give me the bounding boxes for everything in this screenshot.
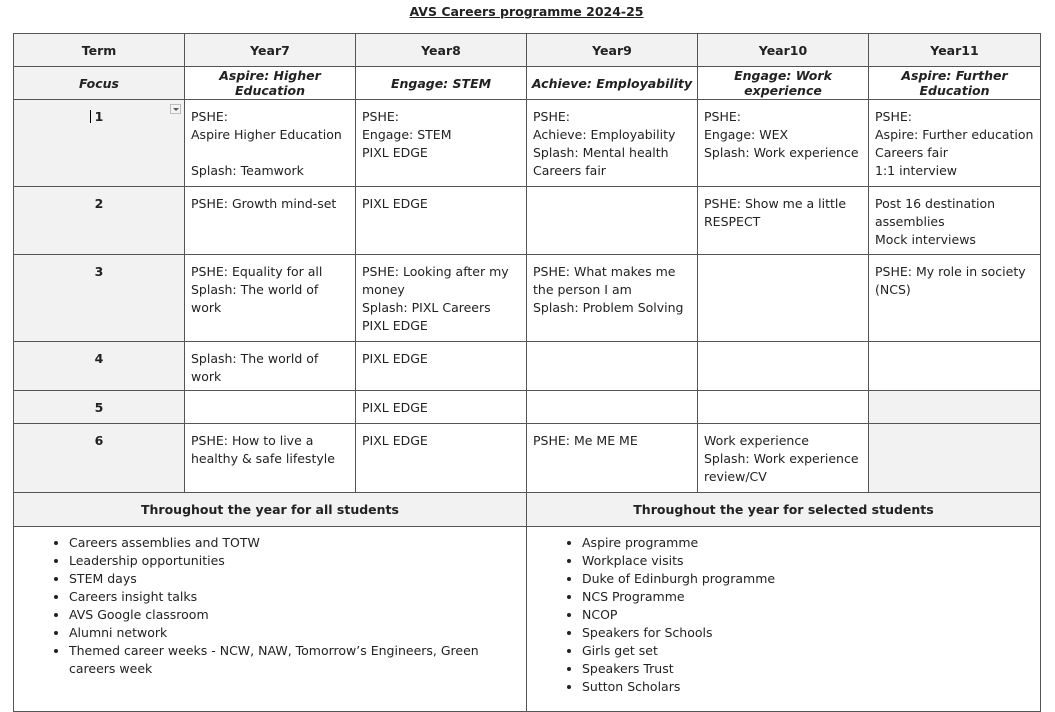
list-item: • Alumni network [69,624,526,642]
term-number: 1 [94,109,104,124]
term-number-cell [14,187,185,255]
cell-line: Splash: Work experience [704,145,859,160]
cell-line: PSHE: Looking after my [362,264,509,279]
term-number: 4 [94,351,104,366]
cell-line: Achieve: Employability [533,127,676,142]
focus-year11: Aspire: Further Education [869,67,1041,100]
cell-line: review/CV [704,469,767,484]
cell-line: Aspire Higher Education [191,127,342,142]
all-students-cell [14,527,527,712]
term-4-year8-cell [356,342,527,391]
term-6-year10-cell [698,424,869,493]
list-item: • Sutton Scholars [582,678,1040,696]
term-1-year8-cell [356,100,527,187]
term-row-6 [14,424,1041,493]
cell-line: PSHE: [533,109,570,124]
cell-line: PSHE: Equality for all [191,264,323,279]
cell-line: Engage: STEM [362,127,452,142]
cell-line: Post 16 destination [875,196,996,211]
careers-programme-table [13,33,1041,712]
text-cursor [90,110,91,123]
chevron-down-icon[interactable] [170,104,181,114]
term-4-year11-cell [869,342,1041,391]
cell-line: PIXL EDGE [362,400,428,415]
focus-year8: Engage: STEM [356,67,527,100]
term-row-2 [14,187,1041,255]
list-item: • Leadership opportunities [69,552,526,570]
term-5-year11-cell [869,391,1041,424]
term-2-year10-cell [698,187,869,255]
throughout-lists-row [14,527,1041,712]
term-5-year9-cell [527,391,698,424]
cell-line: PIXL EDGE [362,196,428,211]
list-item: • AVS Google classroom [69,606,526,624]
term-number-cell [14,391,185,424]
term-number: 3 [94,264,104,279]
cell-line: (NCS) [875,282,911,297]
term-4-year10-cell [698,342,869,391]
cell-line: Work experience [704,433,809,448]
header-year10: Year10 [698,34,869,67]
term-2-year11-cell [869,187,1041,255]
list-item: • Speakers for Schools [582,624,1040,642]
term-row-1 [14,100,1041,187]
cell-line: PSHE: Me ME ME [533,433,638,448]
header-row [14,34,1041,67]
term-1-year7-cell [185,100,356,187]
list-item: • Workplace visits [582,552,1040,570]
term-3-year9-cell [527,255,698,342]
term-row-3 [14,255,1041,342]
term-2-year9-cell [527,187,698,255]
document-title: AVS Careers programme 2024-25 [409,4,644,19]
cell-line: Splash: PIXL Careers [362,300,491,315]
term-2-year8-cell [356,187,527,255]
term-3-year8-cell [356,255,527,342]
cell-line: 1:1 interview [875,163,958,178]
cell-line: PSHE: What makes me [533,264,676,279]
header-year11: Year11 [869,34,1041,67]
term-3-year11-cell [869,255,1041,342]
term-number-cell [14,342,185,391]
cell-line: PSHE: [704,109,741,124]
cell-line: Splash: The world of work [191,282,323,315]
throughout-header-row [14,493,1041,527]
cell-line: healthy & safe lifestyle [191,451,335,466]
list-item: • Themed career weeks - NCW, NAW, Tomorrow’s Engineers, Green careers week [69,642,526,678]
cell-line: PIXL EDGE [362,145,428,160]
cell-line: PSHE: How to live a [191,433,314,448]
cell-line: Splash: Mental health [533,145,669,160]
term-5-year8-cell [356,391,527,424]
cell-line: Engage: WEX [704,127,789,142]
term-6-year7-cell [185,424,356,493]
focus-year10: Engage: Work experience [698,67,869,100]
header-term: Term [14,34,185,67]
cell-line: PSHE: My role in society [875,264,1026,279]
focus-year7: Aspire: Higher Education [185,67,356,100]
term-4-year9-cell [527,342,698,391]
all-students-list [14,534,526,678]
cell-line: assemblies [875,214,945,229]
cell-line: PIXL EDGE [362,433,428,448]
term-2-year7-cell [185,187,356,255]
cell-line: Splash: Work experience [704,451,859,466]
header-year8: Year8 [356,34,527,67]
term-6-year8-cell [356,424,527,493]
selected-students-cell [527,527,1041,712]
term-5-year10-cell [698,391,869,424]
cell-line: PIXL EDGE [362,351,428,366]
term-number-cell [14,424,185,493]
term-row-5 [14,391,1041,424]
cell-line: money [362,282,405,297]
term-5-year7-cell [185,391,356,424]
cell-line: PSHE: [191,109,228,124]
selected-students-heading: Throughout the year for selected students [527,493,1041,527]
focus-year9: Achieve: Employability [527,67,698,100]
term-number: 5 [94,400,104,415]
term-3-year10-cell [698,255,869,342]
list-item: • NCOP [582,606,1040,624]
cell-line: Mock interviews [875,232,976,247]
cell-line: PSHE: Growth mind-set [191,196,337,211]
list-item: • Careers assemblies and TOTW [69,534,526,552]
cell-line: Splash: Teamwork [191,163,304,178]
cell-line: Careers fair [533,163,606,178]
term-number-cell [14,100,185,187]
cell-line: Splash: Problem Solving [533,300,684,315]
header-year9: Year9 [527,34,698,67]
focus-row [14,67,1041,100]
term-6-year9-cell [527,424,698,493]
list-item: • Careers insight talks [69,588,526,606]
list-item: • Girls get set [582,642,1040,660]
cell-line: PSHE: Show me a little [704,196,847,211]
cell-line: RESPECT [704,214,761,229]
term-row-4 [14,342,1041,391]
list-item: • Duke of Edinburgh programme [582,570,1040,588]
focus-label: Focus [14,67,185,100]
term-3-year7-cell [185,255,356,342]
term-number: 2 [94,196,104,211]
cell-line: Splash: The world of work [191,351,323,384]
term-1-year9-cell [527,100,698,187]
list-item: • Speakers Trust [582,660,1040,678]
list-item: • STEM days [69,570,526,588]
term-4-year7-cell [185,342,356,391]
term-1-year11-cell [869,100,1041,187]
cell-line: PSHE: [875,109,912,124]
cell-line: PSHE: [362,109,399,124]
cell-line: Aspire: Further education [875,127,1034,142]
term-number: 6 [94,433,104,448]
term-number-cell [14,255,185,342]
header-year7: Year7 [185,34,356,67]
list-item: • NCS Programme [582,588,1040,606]
selected-students-list [527,534,1040,696]
cell-line: Careers fair [875,145,948,160]
list-item: • Aspire programme [582,534,1040,552]
cell-line: PIXL EDGE [362,318,428,333]
cell-line: the person I am [533,282,632,297]
blank-line [191,144,349,162]
term-1-year10-cell [698,100,869,187]
all-students-heading: Throughout the year for all students [14,493,527,527]
term-6-year11-cell [869,424,1041,493]
